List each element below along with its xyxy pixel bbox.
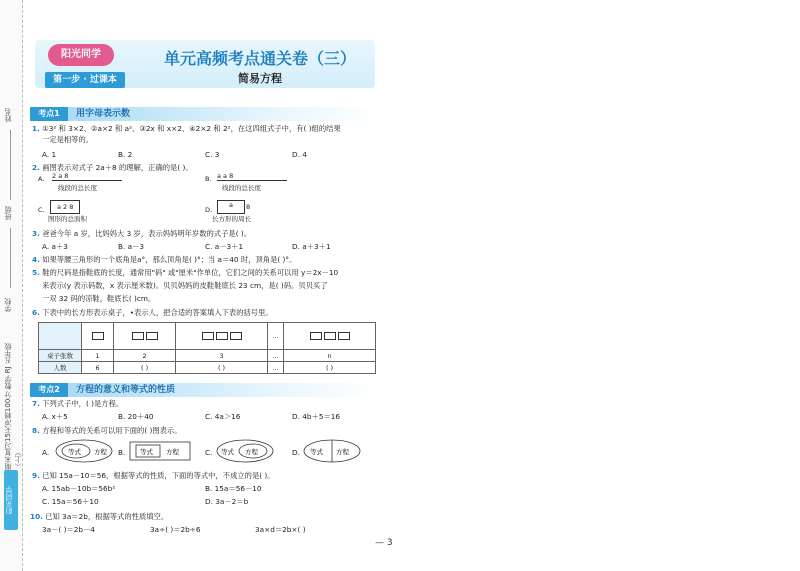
- q6-people-2: ( ): [114, 362, 176, 374]
- q1-option-a: A. 1: [42, 150, 57, 159]
- q4-text: 4. 如果等腰三角形的一个底角是a°，那么顶角是( )°；当 a＝40 时，顶角是( )°。: [32, 255, 297, 264]
- q2-option-b-caption: 线段的总长度: [222, 184, 261, 192]
- section-2-title: 方程的意义和等式的性质: [76, 385, 176, 395]
- q8-c-outer: 等式: [221, 448, 234, 456]
- q2-option-a-segment: 2 a 8: [52, 172, 122, 181]
- class-label: 班级: [4, 206, 12, 220]
- page-number: — 3: [375, 538, 393, 548]
- q8-option-b-diagram: [128, 438, 192, 464]
- section-1-tag: 考点1: [30, 107, 68, 121]
- q6-pic-3: [176, 323, 268, 350]
- q5-text-line2: 来表示(y 表示码数，x 表示厘米数)。贝贝妈妈的皮鞋鞋底长 23 cm，是( )码。贝贝买了: [42, 281, 328, 290]
- q2-option-d-figure: a: [217, 200, 245, 214]
- q2-option-a-label: A.: [38, 175, 45, 183]
- step-badge: 第一步 · 过课本: [45, 72, 125, 88]
- page-subtitle: 简易方程: [238, 72, 282, 85]
- q2-option-d-side: 8: [246, 203, 251, 211]
- q3-option-c: C. a－3＋1: [205, 242, 244, 251]
- q8-option-c: C.: [205, 448, 213, 457]
- q7-option-a: A. x＋5: [42, 412, 68, 421]
- q8-b-inner: 等式: [140, 448, 153, 456]
- q8-a-inner: 等式: [68, 448, 81, 456]
- q3-text: 3. 爸爸今年 a 岁，比妈妈大 3 岁，表示妈妈明年岁数的式子是( )。: [32, 229, 252, 238]
- q7-option-c: C. 4a＞16: [205, 412, 241, 421]
- q3-option-d: D. a＋3＋1: [292, 242, 331, 251]
- q8-c-inner: 方程: [245, 448, 258, 456]
- q6-people-1: 6: [82, 362, 114, 374]
- q6-text: 6. 下表中的长方形表示桌子，•表示人，把合适的答案填入下表的括号里。: [32, 308, 273, 317]
- q8-d-right: 方程: [336, 448, 349, 456]
- page-title: 单元高频考点通关卷（三）: [163, 49, 356, 68]
- q10-blank-3: 3a×d＝2b×( ): [255, 525, 306, 534]
- q2-text: 2. 画图表示对式子 2a＋8 的理解，正确的是( )。: [32, 163, 193, 172]
- name-label: 姓名: [4, 108, 12, 122]
- section-2-header: [30, 383, 380, 397]
- q1-option-b: B. 2: [118, 150, 133, 159]
- q6-row-people-label: 人数: [39, 362, 82, 374]
- q1-option-c: C. 3: [205, 150, 220, 159]
- q7-option-b: B. 20＋40: [118, 412, 154, 421]
- q8-option-b: B.: [118, 448, 126, 457]
- q5-text-line1: 5. 鞋的尺码是指鞋底的长度，通常用"码" 或"厘米"作单位，它们之间的关系可以用 y＝2x－10: [32, 268, 339, 277]
- q6-table: [38, 322, 376, 374]
- q9-option-c: C. 15a＝56＋10: [42, 497, 99, 506]
- q9-text: 9. 已知 15a－10＝56，根据等式的性质，下面的等式中，不成立的是( )。: [32, 471, 275, 480]
- q6-tables-ellipsis: …: [268, 350, 284, 362]
- school-label: 学校: [4, 298, 12, 312]
- q1-text-line2: 一定是相等的。: [42, 135, 94, 144]
- q6-pic-1: [82, 323, 114, 350]
- logo: 阳光同学: [48, 44, 114, 66]
- q6-pic-header: [39, 323, 82, 350]
- q6-tables-3: 3: [176, 350, 268, 362]
- q3-option-a: A. a＋3: [42, 242, 68, 251]
- q2-option-d-label: D.: [205, 206, 213, 214]
- q8-text: 8. 方程和等式的关系可以用下面的( )图表示。: [32, 426, 182, 435]
- q6-people-ellipsis: …: [268, 362, 284, 374]
- q2-option-c-figure: a 2 8: [50, 200, 80, 214]
- q8-option-a-diagram: [54, 438, 114, 464]
- section-1-title: 用字母表示数: [76, 109, 131, 119]
- q8-option-d: D.: [292, 448, 300, 457]
- q7-text: 7. 下列式子中，( )是方程。: [32, 399, 124, 408]
- q6-people-n: ( ): [284, 362, 376, 374]
- q6-tables-2: 2: [114, 350, 176, 362]
- q6-tables-1: 1: [82, 350, 114, 362]
- q6-row-tables-label: 桌子张数: [39, 350, 82, 362]
- q8-option-d-diagram: [302, 438, 362, 464]
- q6-pic-ellipsis: …: [268, 323, 284, 350]
- q7-option-d: D. 4b＋5＝16: [292, 412, 341, 421]
- q10-blank-2: 3a÷( )＝2b÷6: [150, 525, 201, 534]
- q1-text-line1: 1. ①3² 和 3×2、②a×2 和 a²、③2x 和 x×2、④2×2 和 2²，在这四组式子中，有( )组的结果: [32, 124, 341, 133]
- q1-option-d: D. 4: [292, 150, 307, 159]
- q10-blank-1: 3a－( )＝2b－4: [42, 525, 95, 534]
- q2-option-d-caption: 长方形的周长: [212, 215, 251, 223]
- q2-option-b-segment: a a 8: [217, 172, 287, 181]
- q8-option-a: A.: [42, 448, 50, 457]
- q3-option-b: B. a－3: [118, 242, 145, 251]
- q9-option-a: A. 15ab－10b＝56b²: [42, 484, 116, 493]
- q8-a-outer: 方程: [94, 448, 107, 456]
- q8-option-c-diagram: [215, 438, 275, 464]
- q6-pic-n: [284, 323, 376, 350]
- q2-option-c-label: C.: [38, 206, 45, 214]
- q2-option-b-label: B.: [205, 175, 212, 183]
- q8-b-outer: 方程: [166, 448, 179, 456]
- q6-tables-n: n: [284, 350, 376, 362]
- series-label: 期末复习15天冲刺100分 数学 RJ 五年级（上）: [4, 343, 22, 470]
- class-line: [10, 228, 11, 288]
- q9-option-b: B. 15a＝56－10: [205, 484, 262, 493]
- binding-strip: [0, 0, 23, 571]
- q5-text-line3: 一双 32 码的凉鞋，鞋底长( )cm。: [42, 294, 156, 303]
- name-line: [10, 130, 11, 200]
- section-2-tag: 考点2: [30, 383, 68, 397]
- q8-d-left: 等式: [310, 448, 323, 456]
- q9-option-d: D. 3a－2＝b: [205, 497, 249, 506]
- section-1-header: [30, 107, 380, 121]
- brand-logo: 阳光同学: [4, 470, 18, 530]
- q10-text: 10. 已知 3a＝2b，根据等式的性质填空。: [30, 512, 169, 521]
- q2-option-a-caption: 线段的总长度: [58, 184, 97, 192]
- q6-pic-2: [114, 323, 176, 350]
- q6-people-3: ( ): [176, 362, 268, 374]
- q2-option-c-caption: 图形的总面积: [48, 215, 87, 223]
